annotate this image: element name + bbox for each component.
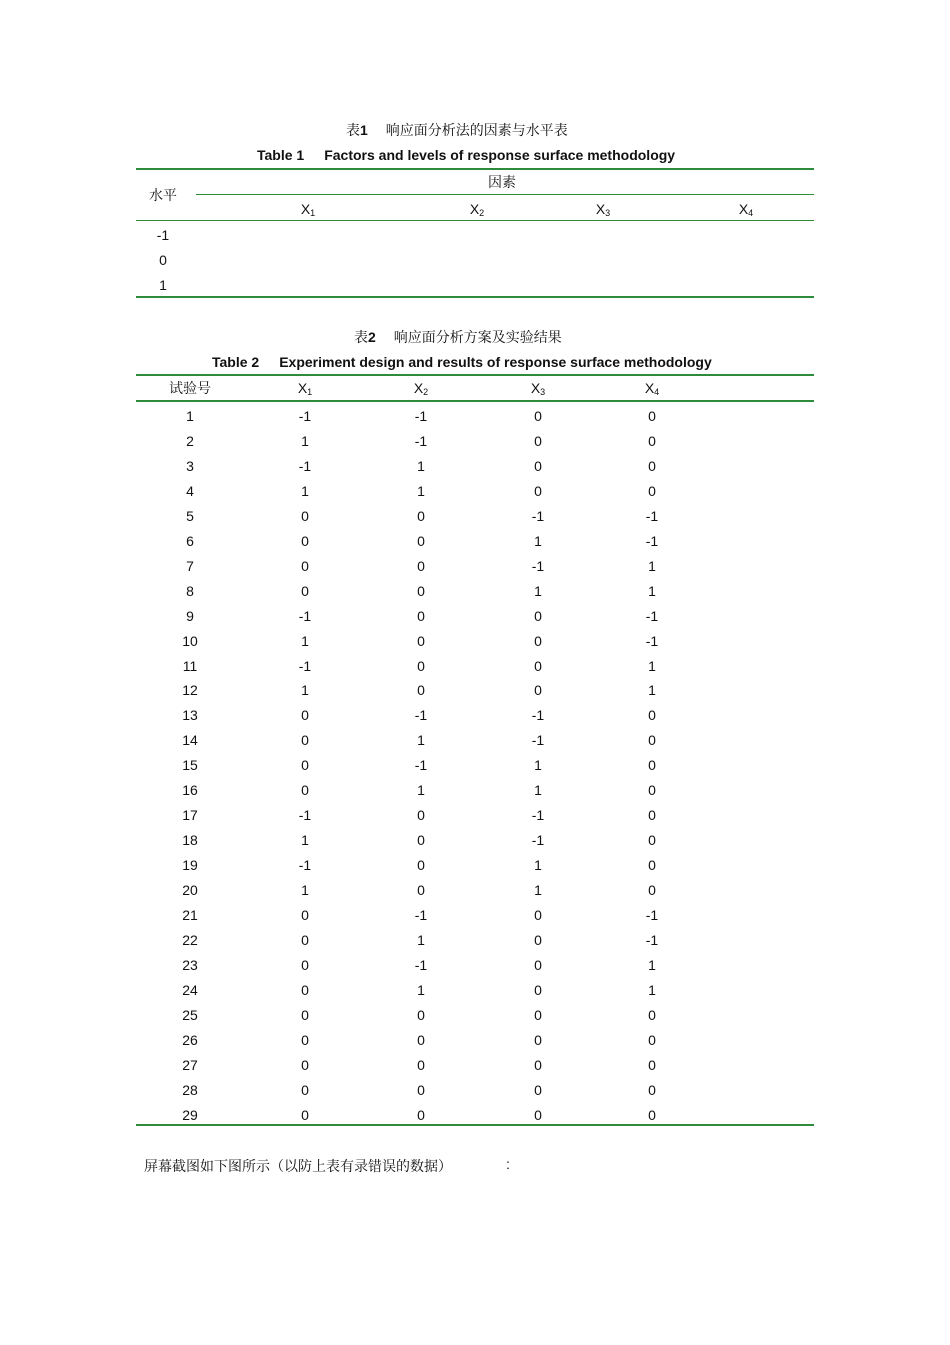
table-cell-x2: 1 — [417, 782, 425, 798]
table-cell-trial-no: 8 — [186, 583, 194, 599]
caption-title: Factors and levels of response surface methodology — [324, 147, 676, 163]
table-cell-trial-no: 22 — [182, 932, 198, 948]
table-cell-x1: 1 — [301, 483, 309, 499]
table-cell-x3: 0 — [534, 907, 542, 923]
table-cell-x2: -1 — [414, 907, 428, 923]
table-cell-x3: 0 — [534, 1007, 542, 1023]
table-cell-x1: 0 — [301, 982, 309, 998]
table-cell-x3: 0 — [534, 1082, 542, 1098]
caption-number: 2 — [368, 329, 376, 345]
table-cell-x3: 0 — [534, 982, 542, 998]
table-cell-x1: 0 — [301, 782, 309, 798]
table-cell-x1: -1 — [298, 608, 312, 624]
table1-top-rule — [136, 168, 814, 170]
table1-bottom-rule — [136, 296, 814, 298]
table-cell-x2: -1 — [414, 707, 428, 723]
table-cell-x1: 0 — [301, 732, 309, 748]
table1-level-row: 1 — [159, 277, 167, 293]
table-cell-trial-no: 4 — [186, 483, 194, 499]
table-cell-x2: 0 — [417, 633, 425, 649]
table2-col-x3 — [531, 380, 545, 397]
table-cell-x2: 0 — [417, 508, 425, 524]
table-cell-x1: 0 — [301, 1007, 309, 1023]
table2-caption-en — [212, 354, 712, 370]
table-cell-x4: 0 — [648, 732, 656, 748]
caption-label: Table 1 — [257, 147, 305, 163]
column-label: X — [530, 380, 541, 396]
table-cell-x3: 0 — [534, 458, 542, 474]
table-cell-x2: 0 — [417, 832, 425, 848]
table-cell-x2: 1 — [417, 732, 425, 748]
table-cell-x3: 0 — [534, 658, 542, 674]
table-cell-x2: 0 — [417, 583, 425, 599]
table-cell-trial-no: 10 — [182, 633, 198, 649]
table-cell-x2: 0 — [417, 658, 425, 674]
table-cell-x3: 1 — [534, 782, 542, 798]
table-cell-x4: 0 — [648, 857, 656, 873]
table-cell-x3: 1 — [534, 533, 542, 549]
table-cell-x2: -1 — [414, 433, 428, 449]
table-cell-x2: 0 — [417, 1082, 425, 1098]
table2-col-x2 — [414, 380, 428, 397]
table-cell-x1: -1 — [298, 658, 312, 674]
table-cell-x4: -1 — [645, 608, 659, 624]
factor-symbol: X — [595, 201, 606, 217]
table-cell-x4: 0 — [648, 707, 656, 723]
table-cell-trial-no: 29 — [182, 1107, 198, 1123]
table-cell-x4: 0 — [648, 483, 656, 499]
table-cell-trial-no: 2 — [186, 433, 194, 449]
table2-caption-cn — [354, 327, 562, 347]
table-cell-x4: 0 — [648, 757, 656, 773]
table-cell-trial-no: 26 — [182, 1032, 198, 1048]
table-cell-x1: 0 — [301, 1032, 309, 1048]
table-cell-x2: 0 — [417, 1057, 425, 1073]
caption-number: 1 — [360, 122, 368, 138]
table2-col-x4 — [645, 380, 659, 397]
table1-factor-header: 因素 — [488, 174, 516, 190]
table-cell-x1: 1 — [301, 832, 309, 848]
table-cell-x2: 1 — [417, 458, 425, 474]
table-cell-x4: 1 — [648, 682, 656, 698]
table-cell-x1: -1 — [298, 857, 312, 873]
table-cell-trial-no: 18 — [182, 832, 198, 848]
table-cell-x4: -1 — [645, 533, 659, 549]
table-cell-x4: 1 — [648, 583, 656, 599]
table-cell-x2: -1 — [414, 408, 428, 424]
table-cell-x3: 0 — [534, 633, 542, 649]
factor-symbol: X — [300, 201, 311, 217]
table1-factor-x1 — [301, 201, 315, 218]
table-cell-trial-no: 27 — [182, 1057, 198, 1073]
table-cell-x2: 0 — [417, 558, 425, 574]
table-cell-x3: -1 — [531, 707, 545, 723]
table-cell-x3: 1 — [534, 583, 542, 599]
table-cell-x2: 0 — [417, 807, 425, 823]
table-cell-trial-no: 7 — [186, 558, 194, 574]
caption-prefix: 表 — [346, 122, 360, 138]
table-cell-x3: 0 — [534, 608, 542, 624]
table-cell-x1: 0 — [301, 707, 309, 723]
factor-symbol: X — [469, 201, 480, 217]
table-cell-trial-no: 24 — [182, 982, 198, 998]
column-subscript: 1 — [307, 387, 313, 397]
caption-title: Experiment design and results of response surface methodology — [279, 354, 712, 370]
table1-factor-rule — [196, 194, 814, 195]
table-cell-x1: 0 — [301, 757, 309, 773]
table-cell-x4: 0 — [648, 882, 656, 898]
column-label: 试验号 — [169, 380, 211, 396]
table-cell-trial-no: 5 — [186, 508, 194, 524]
table-cell-x1: 0 — [301, 907, 309, 923]
table-cell-trial-no: 11 — [182, 658, 198, 674]
table-cell-trial-no: 25 — [182, 1007, 198, 1023]
table-cell-x4: 1 — [648, 658, 656, 674]
table-cell-x2: 0 — [417, 533, 425, 549]
table1-caption-en — [257, 147, 675, 163]
table-cell-x3: 0 — [534, 932, 542, 948]
table2-bottom-rule — [136, 1124, 814, 1126]
table-cell-x3: -1 — [531, 558, 545, 574]
table-cell-x2: 0 — [417, 1032, 425, 1048]
table-cell-trial-no: 20 — [182, 882, 198, 898]
table-cell-trial-no: 14 — [182, 732, 198, 748]
table2-col-x1 — [298, 380, 312, 397]
table-cell-x1: 1 — [301, 682, 309, 698]
factor-subscript: 4 — [748, 208, 754, 218]
table-cell-x4: 0 — [648, 433, 656, 449]
table-cell-x2: 1 — [417, 483, 425, 499]
table-cell-x4: 0 — [648, 1107, 656, 1123]
table-cell-x4: 1 — [648, 558, 656, 574]
column-label: X — [644, 380, 655, 396]
table1-level-row: 0 — [159, 252, 167, 268]
table-cell-x4: -1 — [645, 508, 659, 524]
table-cell-x4: 1 — [648, 982, 656, 998]
table-cell-x1: 0 — [301, 533, 309, 549]
column-subscript: 2 — [423, 387, 429, 397]
table-cell-x4: 1 — [648, 957, 656, 973]
caption-label: Table 2 — [212, 354, 260, 370]
table-cell-x2: 0 — [417, 1107, 425, 1123]
table-cell-x2: 0 — [417, 608, 425, 624]
table-cell-trial-no: 23 — [182, 957, 198, 973]
factor-subscript: 1 — [310, 208, 316, 218]
table-cell-x1: 0 — [301, 1082, 309, 1098]
table-cell-x1: 1 — [301, 633, 309, 649]
table-cell-x3: 0 — [534, 1057, 542, 1073]
table-cell-x1: -1 — [298, 408, 312, 424]
table-cell-trial-no: 3 — [186, 458, 194, 474]
table1-level-row: -1 — [156, 227, 170, 243]
table-cell-x1: 0 — [301, 583, 309, 599]
table-cell-trial-no: 12 — [182, 682, 198, 698]
table-cell-x1: 0 — [301, 1057, 309, 1073]
table-cell-x1: -1 — [298, 458, 312, 474]
caption-title: 响应面分析方案及实验结果 — [393, 329, 562, 345]
table1-factor-x3 — [596, 201, 610, 218]
table-cell-trial-no: 1 — [186, 408, 194, 424]
column-subscript: 4 — [654, 387, 660, 397]
table-cell-x1: 0 — [301, 1107, 309, 1123]
table-cell-x3: 1 — [534, 857, 542, 873]
table-cell-x4: 0 — [648, 458, 656, 474]
table1-factor-x2 — [470, 201, 484, 218]
table-cell-x4: 0 — [648, 807, 656, 823]
table-cell-x4: 0 — [648, 1032, 656, 1048]
table-cell-trial-no: 28 — [182, 1082, 198, 1098]
factor-subscript: 2 — [479, 208, 485, 218]
table-cell-x4: -1 — [645, 932, 659, 948]
table-cell-x1: 0 — [301, 508, 309, 524]
table-cell-trial-no: 17 — [182, 807, 198, 823]
table1-factor-x4 — [739, 201, 753, 218]
table-cell-trial-no: 13 — [182, 707, 198, 723]
table-cell-trial-no: 16 — [182, 782, 198, 798]
table-cell-x4: 0 — [648, 1082, 656, 1098]
caption-title: 响应面分析法的因素与水平表 — [385, 122, 568, 138]
table-cell-x3: 0 — [534, 957, 542, 973]
table1-caption-cn — [346, 120, 568, 140]
table-cell-x4: -1 — [645, 907, 659, 923]
column-label: X — [413, 380, 424, 396]
table-cell-x3: 0 — [534, 1032, 542, 1048]
table-cell-trial-no: 9 — [186, 608, 194, 624]
table-cell-x4: 0 — [648, 1057, 656, 1073]
factor-subscript: 3 — [605, 208, 611, 218]
table-cell-x4: 0 — [648, 832, 656, 848]
table-cell-x1: 0 — [301, 957, 309, 973]
table-cell-x3: 0 — [534, 1107, 542, 1123]
table-cell-x4: -1 — [645, 633, 659, 649]
table-cell-x2: -1 — [414, 957, 428, 973]
table-cell-x3: -1 — [531, 807, 545, 823]
factor-symbol: X — [738, 201, 749, 217]
footer-colon: : — [506, 1156, 510, 1172]
table-cell-x1: 1 — [301, 433, 309, 449]
table-cell-x1: 1 — [301, 882, 309, 898]
table-cell-x1: 0 — [301, 558, 309, 574]
caption-prefix: 表 — [354, 329, 368, 345]
table-cell-trial-no: 21 — [182, 907, 198, 923]
table-cell-x4: 0 — [648, 782, 656, 798]
table-cell-x2: 0 — [417, 682, 425, 698]
table-cell-x3: 0 — [534, 433, 542, 449]
table-cell-x2: 0 — [417, 882, 425, 898]
table-cell-x2: 0 — [417, 857, 425, 873]
table-cell-x3: -1 — [531, 508, 545, 524]
table-cell-x2: 0 — [417, 1007, 425, 1023]
table1-header-rule — [136, 220, 814, 221]
table-cell-x3: 1 — [534, 757, 542, 773]
footer-note: 屏幕截图如下图所示（以防上表有录错误的数据） — [144, 1158, 452, 1174]
table-cell-x3: -1 — [531, 832, 545, 848]
table-cell-x3: -1 — [531, 732, 545, 748]
table-cell-x1: -1 — [298, 807, 312, 823]
table2-top-rule — [136, 374, 814, 376]
table2-col-trial-no — [169, 378, 211, 398]
table2-header-rule — [136, 400, 814, 402]
table-cell-x2: 1 — [417, 932, 425, 948]
table-cell-trial-no: 15 — [182, 757, 198, 773]
table-cell-x3: 0 — [534, 408, 542, 424]
table-cell-trial-no: 6 — [186, 533, 194, 549]
table-cell-x2: -1 — [414, 757, 428, 773]
table-cell-x3: 1 — [534, 882, 542, 898]
table-cell-x4: 0 — [648, 1007, 656, 1023]
table-cell-x3: 0 — [534, 682, 542, 698]
table-cell-x3: 0 — [534, 483, 542, 499]
column-subscript: 3 — [540, 387, 546, 397]
table-cell-x1: 0 — [301, 932, 309, 948]
column-label: X — [297, 380, 308, 396]
table-cell-x2: 1 — [417, 982, 425, 998]
table-cell-trial-no: 19 — [182, 857, 198, 873]
table1-level-header: 水平 — [149, 187, 177, 203]
table-cell-x4: 0 — [648, 408, 656, 424]
